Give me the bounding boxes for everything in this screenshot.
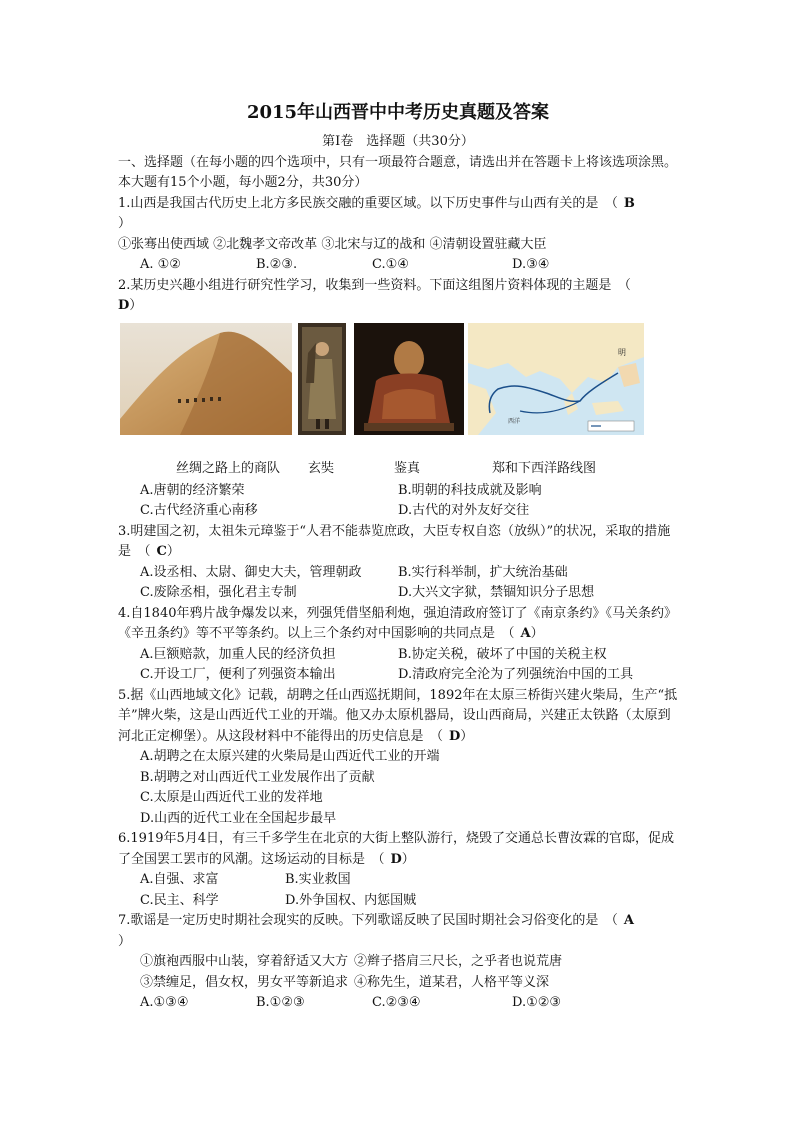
option-d: D.③④ bbox=[512, 257, 550, 272]
map-label-ming: 明 bbox=[618, 347, 626, 357]
option-a: A. ①② bbox=[140, 257, 181, 272]
question-7 bbox=[118, 911, 678, 1014]
option-c: C.古代经济重心南移 bbox=[140, 503, 258, 518]
map-label-sea: 西洋 bbox=[508, 417, 521, 425]
option-a: A.巨额赔款，加重人民的经济负担 bbox=[140, 646, 336, 662]
question-stem: 1.山西是我国古代历史上北方多民族交融的重要区域。以下历史事件与山西有关的是 （ bbox=[118, 195, 618, 211]
option-c: C.②③④ bbox=[372, 995, 421, 1010]
question-stem: 6.1919年5月4日，有三千多学生在北京的大街上整队游行，烧毁了交通总长曹汝霖的官邸，促成了全国罢工罢市的风潮。这场运动的目标是 （ bbox=[118, 831, 675, 867]
item: ②北魏孝文帝改革 bbox=[213, 236, 318, 252]
question-3 bbox=[118, 522, 678, 604]
option-a: A.胡聘之在太原兴建的火柴局是山西近代工业的开端 bbox=[140, 749, 440, 764]
question-6 bbox=[118, 829, 678, 911]
section-header: 第Ⅰ卷 选择题（共30分） bbox=[322, 134, 474, 149]
jianzhen-statue-image bbox=[354, 323, 464, 435]
question-4 bbox=[118, 604, 678, 686]
answer: D bbox=[118, 298, 130, 313]
option-b: B.胡聘之对山西近代工业发展作出了贡献 bbox=[140, 769, 375, 785]
option-b: B.②③. bbox=[256, 257, 298, 272]
option-d: D.山西的近代工业在全国起步最早 bbox=[140, 810, 337, 826]
answer: A bbox=[520, 626, 531, 641]
answer: C bbox=[156, 544, 167, 559]
caption-jianzhen: 鉴真 bbox=[394, 460, 421, 476]
question-tail: ） bbox=[129, 298, 143, 313]
option-b: B.实行科举制，扩大统治基础 bbox=[398, 564, 568, 580]
question-2 bbox=[118, 276, 678, 522]
option-c: C.开设工厂，便利了列强资本输出 bbox=[140, 667, 336, 682]
page-title: 2015年山西晋中中考历史真题及答案 bbox=[246, 102, 550, 123]
question-tail: ） bbox=[118, 933, 132, 949]
desert-caravan-image bbox=[120, 323, 292, 435]
option-d: D.①②③ bbox=[512, 995, 562, 1010]
item: ①旗袍西服中山装，穿着舒适又大方 bbox=[140, 954, 349, 969]
question-tail: ） bbox=[401, 851, 415, 867]
caption-zhenghe: 郑和下西洋路线图 bbox=[492, 460, 597, 476]
image-captions bbox=[118, 459, 678, 481]
option-a: A.设丞相、太尉、御史大夫，管理朝政 bbox=[140, 564, 362, 580]
item: ②辫子搭肩三尺长，之乎者也说荒唐 bbox=[354, 954, 563, 969]
item: ③北宋与辽的战和 bbox=[321, 236, 426, 252]
caption-caravan: 丝绸之路上的商队 bbox=[176, 460, 281, 476]
option-c: C.①④ bbox=[372, 257, 409, 272]
question-stem: 3.明建国之初，太祖朱元璋鉴于“人君不能恭览庶政，大臣专权自恣（放纵）”的状况，采取的措施是 （ bbox=[118, 523, 671, 559]
option-b: B.实业救国 bbox=[285, 872, 351, 887]
option-a: A.自强、求富 bbox=[140, 872, 219, 887]
picture-strip bbox=[118, 323, 678, 455]
question-tail: ） bbox=[118, 216, 132, 231]
exam-page bbox=[118, 100, 678, 1014]
answer: D bbox=[449, 728, 461, 744]
item: ④称先生，道某君，人格平等义深 bbox=[354, 974, 550, 990]
question-stem: 2.某历史兴趣小组进行研究性学习，收集到一些资料。下面这组图片资料体现的主题是 （ bbox=[118, 277, 631, 293]
answer: B bbox=[623, 195, 635, 211]
option-d: D.清政府完全沦为了列强统治中国的工具 bbox=[398, 667, 634, 682]
answer: D bbox=[390, 851, 402, 867]
question-tail: ） bbox=[460, 728, 474, 744]
option-c: C.太原是山西近代工业的发祥地 bbox=[140, 790, 323, 805]
option-b: B.明朝的科技成就及影响 bbox=[398, 482, 542, 498]
option-d: D.外争国权、内惩国贼 bbox=[285, 892, 417, 908]
option-c: C.废除丞相，强化君主专制 bbox=[140, 585, 297, 600]
xuanzang-image bbox=[298, 323, 346, 435]
option-d: D.大兴文字狱，禁锢知识分子思想 bbox=[398, 585, 595, 600]
item: ①张骞出使西域 bbox=[118, 236, 210, 252]
question-1 bbox=[118, 194, 678, 276]
caption-xuanzang: 玄奘 bbox=[308, 460, 335, 476]
option-c: C.民主、科学 bbox=[140, 892, 219, 908]
zheng-he-route-map bbox=[468, 323, 644, 435]
option-a: A.①③④ bbox=[140, 995, 189, 1010]
question-stem: 4.自1840年鸦片战争爆发以来，列强凭借坚船利炮，强迫清政府签订了《南京条约》《马关条约》《辛丑条约》等不平等条约。以上三个条约对中国影响的共同点是 （ bbox=[118, 605, 677, 641]
question-tail: ） bbox=[530, 626, 544, 641]
question-5 bbox=[118, 686, 678, 830]
option-b: B.①②③ bbox=[256, 995, 305, 1010]
option-d: D.古代的对外友好交往 bbox=[398, 503, 530, 518]
instructions: 一、选择题（在每小题的四个选项中，只有一项最符合题意，请选出并在答题卡上将该选项涂黑。本大题有15个小题，每小题2分，共30分） bbox=[118, 154, 678, 190]
item: ④清朝设置驻藏大臣 bbox=[429, 236, 547, 252]
answer: A bbox=[623, 913, 634, 928]
question-tail: ） bbox=[166, 544, 180, 559]
option-b: B.协定关税，破坏了中国的关税主权 bbox=[398, 646, 607, 662]
option-a: A.唐朝的经济繁荣 bbox=[140, 482, 245, 498]
item: ③禁缠足，倡女权，男女平等新追求 bbox=[140, 974, 349, 990]
question-stem: 7.歌谣是一定历史时期社会现实的反映。下列歌谣反映了民国时期社会习俗变化的是 （ bbox=[118, 913, 618, 928]
question-stem: 5.据《山西地域文化》记载，胡聘之任山西巡抚期间，1892年在太原三桥街兴建火柴局，生产“抵羊”牌火柴，这是山西近代工业的开端。他又办太原机器局，设山西商局，兴建正太铁路（太原到河北正定柳堡）。从这段材料中不能得出的历史信息是 （ bbox=[118, 687, 678, 744]
